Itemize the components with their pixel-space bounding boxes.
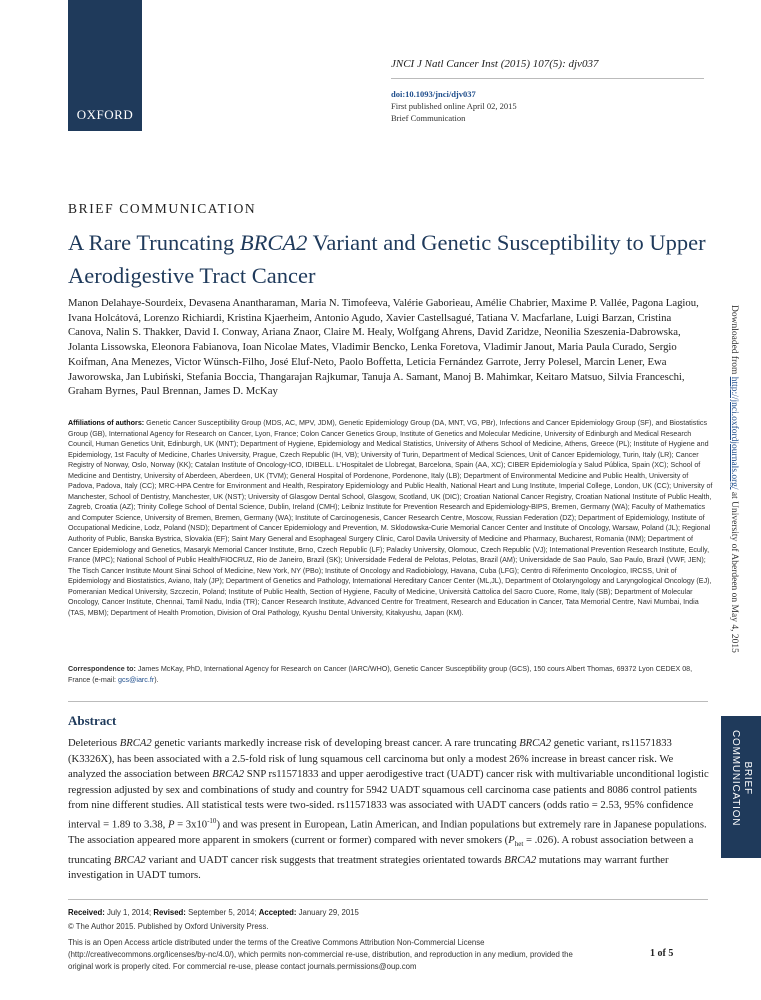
footer-divider	[68, 899, 708, 900]
accepted-label: Accepted:	[258, 908, 297, 917]
publication-date: First published online April 02, 2015	[391, 101, 517, 111]
journal-volume: (2015) 107(5): djv037	[500, 58, 599, 70]
abstract-heading: Abstract	[68, 713, 117, 728]
abstract-text	[68, 736, 710, 884]
abstract-seg: genetic variants markedly increase risk of developing breast cancer. A rare truncating	[151, 738, 520, 749]
author-list: Manon Delahaye-Sourdeix, Devasena Anantharaman, Maria N. Timofeeva, Valérie Gaborieau, Amélie Chabrier, Maxime P. Vallée, Pagona Lagiou, Ivana Holcátová, Lorenzo Richiardi, Kristina Kjaerheim, Antonio Agudo, Xavier Castellsagué, Tatiana V. Macfarlane, Luigi Barzan, Cristina Canova, Nalin S. Thakker, David I. Conway, Ariana Znaor, Claire M. Healy, Wolfgang Ahrens, David Zaridze, Neonilia Szeszenia-Dabrowska, Jolanta Lissowska, Eleonora Fabianova, Ioan Nicolae Mates, Vladimir Bencko, Lenka Foretova, Vladimir Janout, Maria Paula Curado, Sergio Koifman, Ana Menezes, Victor Wünsch-Filho, José Eluf-Neto, Paolo Boffetta, Leticia Fernández Garrote, Jerry Polesel, Marcin Lener, Ewa Jaworowska, Jan Lubiński, Stefania Boccia, Thangarajan Rajkumar, Tanuja A. Samant, Manoj B. Mahimkar, Keitaro Matsuo, Silvia Franceschi, Graham Byrnes, Paul Brennan, James D. McKay	[68, 297, 699, 398]
article-type: Brief Communication	[391, 113, 466, 123]
section-tab	[721, 716, 761, 858]
download-notice	[729, 305, 749, 725]
oxford-logo	[68, 0, 142, 131]
abstract-seg: mutations may warrant further investigation in UADT tumors.	[68, 854, 669, 882]
abstract-gene: BRCA2	[119, 738, 152, 749]
title-part-1: A Rare Truncating	[68, 230, 240, 255]
abstract-seg: genetic variant, rs11571833 (K3326X), has been associated with a 2.5-fold risk of lung squamous cell carcinoma but only a modest 26% increase in breast cancer risk. We analyzed the association between	[68, 738, 674, 781]
received-date: July 1, 2014;	[104, 908, 154, 917]
abstract-subscript: het	[514, 840, 524, 849]
journal-name: JNCI J Natl Cancer Inst	[391, 58, 498, 70]
copyright: © The Author 2015. Published by Oxford University Press.	[68, 922, 269, 931]
correspondence-text: James McKay, PhD, International Agency for Research on Cancer (IARC/WHO), Genetic Cancer Susceptibility group (GCS), 150 cours Albert Thomas, 69372 Lyon CEDEX 08, France (e-mail:	[68, 665, 693, 684]
abstract-exponent: -10	[207, 816, 217, 825]
affiliations	[68, 418, 716, 618]
article-title	[68, 226, 708, 292]
license-text: This is an Open Access article distributed under the terms of the Creative Commons Attribution Non-Commercial License (http://creativecommons.org/licenses/by-nc/4.0/), which permits non-commercial re-use, distribution, and reproduction in any medium, provided the original work is properly cited. For commercial re-use, please contact journals.permissions@oup.com	[68, 938, 573, 972]
title-part-2: Variant and Genetic Susceptibility to Upper Aerodigestive Tract Cancer	[68, 230, 706, 288]
abstract-seg: Deleterious	[68, 738, 120, 749]
correspondence-end: ).	[154, 675, 159, 684]
meta-divider	[391, 78, 704, 79]
abstract-seg: ) and was present in European, Latin American, and Indian populations but extremely rare in Japanese populations. The association appeared more apparent in smokers (current or former) compared with never smokers (	[68, 819, 707, 847]
download-suffix: at University of Aberdeen on May 4, 2015	[729, 489, 739, 653]
revised-label: Revised:	[153, 908, 186, 917]
abstract-seg: SNP rs11571833 and upper aerodigestive tract (UADT) cancer risk with multivariable unconditional logistic regression adjusted by sex and combinations of study and country for 5942 UADT squamous cell carcinoma case patients and 8086 control patients from nine different studies. All statistical tests were two-sided. rs11571833 was associated with UADT cancers (odds ratio = 2.53, 95% confidence interval = 1.89 to 3.38,	[68, 769, 709, 831]
tab-line-2: COMMUNICATION	[730, 730, 741, 827]
abstract-gene: BRCA2	[504, 854, 537, 866]
correspondence-label: Correspondence to:	[68, 665, 136, 673]
received-dates	[68, 908, 359, 917]
affiliations-text: Genetic Cancer Susceptibility Group (MDS, AC, MPV, JDM), Genetic Epidemiology Group (DA, MNT, VG, PBr), Infections and Cancer Epidemiology Group (SF), and Biostatistics Group (GB), International Agency for Research on Cancer, Lyon, France; Colon Cancer Genetics Group, Institute of Genetics and Molecular Medicine, University of Edinburgh and Medical Research Council, Human Genetics Unit, Edinburgh, UK (MNT); Department of Hygiene, Epidemiology and Medical Statistics, University of Athens School of Medicine, Athens, Greece (PL); Institute of Hygiene and Epidemiology, 1st Faculty of Medicine, Charles University, Prague, Czech Republic (IH, VB); University of Turin, Department of Medical Sciences, Unit of Cancer Epidemiology, Turin, Italy (LR); Cancer Registry of Norway, Oslo, Norway (KK); Catalan Institute of Oncology-ICO, IDIBELL. L'Hospitalet de Llobregat, Barcelona, Spain (AA, XC); CIBER Epidemiología y Salud Pública, Spain (XC); School of Medicine and Dentistry, University of Aberdeen, Aberdeen, UK (TVM); General Hospital of Pordenone, Pordenone, Italy (LB); Department of Environmental Medicine and Public Health, University of Padova, Padova, Italy (CC); MRC-HPA Centre for Environment and Health, Respiratory Epidemiology and Public Health, National Heart and Lung Institute, Imperial College, London, UK (CC); University of Manchester, School of Dentistry, Manchester, UK (NST); University of Glasgow Dental School, Glasgow, Scotland, UK (DIC); Croatian National Cancer Registry, Croatian National Institute of Public Health, Zagreb, Croatia (AZ); Trinity College School of Dental Science, Dublin, Ireland (CMH); Leibniz Institute for Prevention Research and Epidemiology-BIPS, Bremen, Germany (WA); Faculty of Mathematics and Computer Science, University of Bremen, Bremen, Germany (WA); Institute of Carcinogenesis, Cancer Research Centre, Moscow, Russian Federation (DZ); Department of Epidemiology, Institute of Occupational Medicine, Lodz, Poland (NSD); Department of Cancer Epidemiology and Prevention, M. Sklodowska-Curie Memorial Cancer Center and Institute of Oncology, Warsaw, Poland (JL); Regional Authority of Public, Banska Bystrica, Slovakia (EF); Saint Mary General and Esophageal Surgery Clinic, Carol Davila University of Medicine and Pharmacy, Bucharest, Romania (INM); Department of Cancer Epidemiology and Genetics, Masaryk Memorial Cancer Institute, Brno, Czech Republic (LF); Palacky University, Olomouc, Czech Republic (VJ); International Prevention Research Institute, Ecully, France (MPC); National School of Public Health/FIOCRUZ, Rio de Janeiro, Brazil (SK); Universidade Federal de Pelotas, Pelotas, Brazil (AM); Universidade de Sao Paulo, Sao Paulo, Brazil (VWF, JEN); The Tisch Cancer Institute Mount Sinai School of Medicine, New York, NY (PBo); Institute of Oncology and Radiobiology, Havana, Cuba (LFG); Centro di Riferimento Oncologico, IRCSS, Unit of Epidemiology and Biostatistics, Aviano, Italy (JP); Department of Genetics and Pathology, International Hereditary Cancer Center (ML,JL), Department of Otolaryngology and Laryngological Oncology (EJ), Pomeranian Medical University, Szczecin, Poland; Institute of Public Health, Section of Hygiene, Faculty of Medicine, Università Cattolica del Sacro Cuore, Rome, Italy (SB); Department of Molecular Oncology, Cancer Institute, Chennai, Tamil Nadu, India (TR); Cancer Research Institute, Advanced Centre for Treatment, Research and Education in Cancer, Tata Memorial Centre, Navi Mumbai, India (TAS, MBM); Department of Health Promotion, Division of Oral Pathology, Kyushu Dental University, Kitakyushu, Japan (KM).	[68, 419, 713, 617]
received-label: Received:	[68, 908, 105, 917]
journal-site-link[interactable]: http://jnci.oxfordjournals.org/	[729, 376, 739, 490]
abstract-p-symbol: P	[508, 835, 515, 847]
abstract-gene: BRCA2	[113, 854, 146, 866]
page-number: 1 of 5	[650, 948, 674, 959]
abstract-top-divider	[68, 701, 708, 702]
logo-text: OXFORD	[76, 107, 134, 122]
abstract-seg: = 3x10	[174, 819, 208, 831]
abstract-seg: variant and UADT cancer risk suggests that treatment strategies orientated towards	[145, 854, 505, 866]
section-label: BRIEF COMMUNICATION	[68, 201, 257, 216]
title-gene: BRCA2	[239, 230, 308, 255]
doi-link[interactable]: doi:10.1093/jnci/djv037	[391, 89, 476, 99]
correspondence-email-link[interactable]: gcs@iarc.fr	[118, 675, 155, 684]
abstract-p-symbol: P	[167, 819, 175, 831]
affiliations-label: Affiliations of authors:	[68, 419, 145, 427]
abstract-seg: = .026). A robust association between a truncating	[68, 835, 694, 866]
download-prefix: Downloaded from	[729, 305, 739, 377]
correspondence	[68, 664, 716, 685]
abstract-gene: BRCA2	[212, 769, 245, 781]
revised-date: September 5, 2014;	[185, 908, 259, 917]
journal-citation	[391, 57, 598, 71]
accepted-date: January 29, 2015	[296, 908, 359, 917]
abstract-gene: BRCA2	[519, 738, 552, 749]
tab-line-1: BRIEF	[742, 761, 753, 795]
